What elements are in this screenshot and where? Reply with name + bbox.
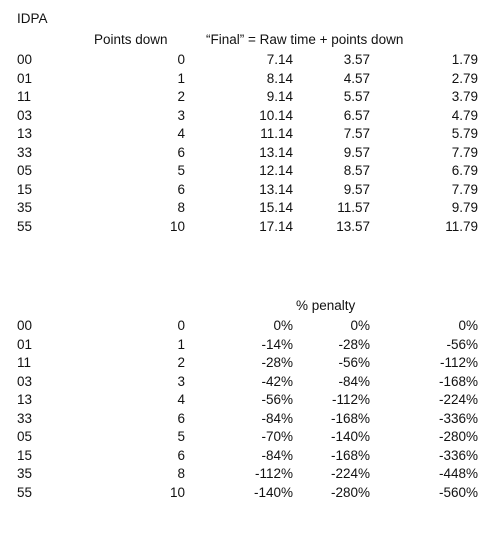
cell-value-b[interactable]: -168% bbox=[330, 447, 370, 463]
cell-value-a[interactable]: 7.14 bbox=[266, 52, 293, 67]
cell-value-a[interactable]: -84% bbox=[261, 447, 293, 463]
cell-value-b[interactable]: -168% bbox=[330, 410, 370, 426]
cell-code[interactable]: 03 bbox=[17, 107, 33, 123]
cell-value-a[interactable]: 12.14 bbox=[259, 163, 293, 178]
cell-value-c[interactable]: -280% bbox=[438, 429, 478, 444]
sheet-title[interactable]: IDPA bbox=[17, 11, 48, 26]
cell-value-c[interactable]: -336% bbox=[438, 410, 478, 426]
cell-points-down[interactable]: 0 bbox=[177, 318, 185, 333]
cell-value-b[interactable]: 4.57 bbox=[343, 70, 370, 86]
cell-code[interactable]: 33 bbox=[17, 410, 33, 426]
cell-value-a[interactable]: 10.14 bbox=[259, 107, 293, 123]
cell-points-down[interactable]: 2 bbox=[177, 355, 185, 370]
cell-code[interactable]: 33 bbox=[17, 144, 33, 160]
cell-code[interactable]: 00 bbox=[17, 318, 33, 333]
cell-code[interactable]: 35 bbox=[17, 200, 33, 215]
header-percent-penalty[interactable]: % penalty bbox=[296, 298, 356, 313]
cell-points-down[interactable]: 4 bbox=[177, 392, 185, 407]
cell-value-a[interactable]: -56% bbox=[261, 392, 293, 407]
cell-value-b[interactable]: 6.57 bbox=[343, 107, 370, 123]
cell-points-down[interactable]: 10 bbox=[169, 218, 185, 234]
cell-value-a[interactable]: -112% bbox=[254, 466, 293, 481]
cell-value-a[interactable]: 13.14 bbox=[259, 144, 293, 160]
cell-value-b[interactable]: -140% bbox=[330, 429, 370, 444]
cell-points-down[interactable]: 4 bbox=[177, 126, 185, 141]
cell-points-down[interactable]: 8 bbox=[177, 200, 185, 215]
cell-code[interactable]: 55 bbox=[17, 484, 33, 500]
cell-value-a[interactable]: -140% bbox=[253, 484, 293, 500]
cell-value-b[interactable]: 7.57 bbox=[343, 126, 370, 141]
cell-value-b[interactable]: -112% bbox=[331, 392, 370, 407]
cell-value-c[interactable]: 7.79 bbox=[451, 181, 478, 197]
cell-value-a[interactable]: 13.14 bbox=[259, 181, 293, 197]
cell-points-down[interactable]: 8 bbox=[177, 466, 185, 481]
cell-code[interactable]: 15 bbox=[17, 181, 33, 197]
cell-points-down[interactable]: 0 bbox=[177, 52, 185, 67]
cell-value-b[interactable]: 11.57 bbox=[337, 200, 370, 215]
cell-value-c[interactable]: -336% bbox=[438, 447, 478, 463]
cell-value-c[interactable]: 1.79 bbox=[451, 52, 478, 67]
cell-points-down[interactable]: 6 bbox=[177, 447, 185, 463]
cell-value-c[interactable]: 3.79 bbox=[451, 89, 478, 104]
cell-code[interactable]: 01 bbox=[17, 336, 33, 352]
cell-value-c[interactable]: -560% bbox=[438, 484, 478, 500]
cell-value-b[interactable]: -224% bbox=[330, 466, 370, 481]
cell-value-a[interactable]: -84% bbox=[261, 410, 293, 426]
cell-points-down[interactable]: 6 bbox=[177, 410, 185, 426]
cell-value-b[interactable]: -56% bbox=[338, 355, 370, 370]
cell-points-down[interactable]: 2 bbox=[177, 89, 185, 104]
cell-value-c[interactable]: -224% bbox=[438, 392, 478, 407]
cell-value-c[interactable]: 4.79 bbox=[451, 107, 478, 123]
cell-points-down[interactable]: 10 bbox=[169, 484, 185, 500]
cell-value-a[interactable]: -70% bbox=[261, 429, 293, 444]
cell-code[interactable]: 00 bbox=[17, 52, 33, 67]
cell-value-c[interactable]: 9.79 bbox=[451, 200, 478, 215]
cell-points-down[interactable]: 6 bbox=[177, 181, 185, 197]
cell-code[interactable]: 11 bbox=[17, 355, 32, 370]
header-points-down[interactable]: Points down bbox=[94, 32, 168, 47]
cell-value-b[interactable]: -28% bbox=[338, 336, 370, 352]
cell-code[interactable]: 55 bbox=[17, 218, 33, 234]
cell-value-c[interactable]: -448% bbox=[438, 466, 478, 481]
cell-points-down[interactable]: 5 bbox=[177, 429, 185, 444]
cell-value-a[interactable]: -14% bbox=[261, 336, 293, 352]
cell-value-c[interactable]: -168% bbox=[438, 373, 478, 389]
cell-value-a[interactable]: 0% bbox=[273, 318, 293, 333]
cell-value-a[interactable]: 11.14 bbox=[260, 126, 293, 141]
cell-value-b[interactable]: -84% bbox=[338, 373, 370, 389]
cell-value-c[interactable]: -56% bbox=[446, 336, 478, 352]
cell-value-c[interactable]: 5.79 bbox=[451, 126, 478, 141]
cell-points-down[interactable]: 6 bbox=[177, 144, 185, 160]
cell-value-a[interactable]: -28% bbox=[261, 355, 293, 370]
cell-code[interactable]: 03 bbox=[17, 373, 33, 389]
cell-value-c[interactable]: -112% bbox=[439, 355, 478, 370]
cell-value-b[interactable]: 9.57 bbox=[343, 144, 370, 160]
cell-value-b[interactable]: 5.57 bbox=[343, 89, 370, 104]
cell-value-c[interactable]: 0% bbox=[458, 318, 478, 333]
cell-points-down[interactable]: 1 bbox=[177, 70, 185, 86]
cell-code[interactable]: 13 bbox=[17, 392, 33, 407]
cell-code[interactable]: 11 bbox=[17, 89, 32, 104]
cell-code[interactable]: 35 bbox=[17, 466, 33, 481]
cell-code[interactable]: 05 bbox=[17, 429, 33, 444]
cell-value-b[interactable]: -280% bbox=[330, 484, 370, 500]
cell-value-c[interactable]: 7.79 bbox=[451, 144, 478, 160]
cell-value-b[interactable]: 3.57 bbox=[343, 52, 370, 67]
cell-value-a[interactable]: 17.14 bbox=[259, 218, 293, 234]
cell-points-down[interactable]: 5 bbox=[177, 163, 185, 178]
cell-code[interactable]: 05 bbox=[17, 163, 33, 178]
cell-value-a[interactable]: 15.14 bbox=[259, 200, 293, 215]
header-final-formula[interactable]: “Final” = Raw time + points down bbox=[206, 32, 404, 47]
cell-value-b[interactable]: 8.57 bbox=[343, 163, 370, 178]
cell-points-down[interactable]: 3 bbox=[177, 107, 185, 123]
cell-points-down[interactable]: 1 bbox=[177, 336, 185, 352]
cell-value-b[interactable]: 0% bbox=[350, 318, 370, 333]
cell-code[interactable]: 15 bbox=[17, 447, 33, 463]
cell-value-c[interactable]: 2.79 bbox=[451, 70, 478, 86]
cell-value-c[interactable]: 6.79 bbox=[451, 163, 478, 178]
cell-value-c[interactable]: 11.79 bbox=[445, 218, 478, 234]
cell-value-a[interactable]: 8.14 bbox=[266, 70, 293, 86]
cell-value-a[interactable]: 9.14 bbox=[266, 89, 293, 104]
cell-code[interactable]: 13 bbox=[17, 126, 33, 141]
cell-points-down[interactable]: 3 bbox=[177, 373, 185, 389]
cell-value-b[interactable]: 13.57 bbox=[336, 218, 370, 234]
cell-value-b[interactable]: 9.57 bbox=[343, 181, 370, 197]
cell-code[interactable]: 01 bbox=[17, 70, 33, 86]
cell-value-a[interactable]: -42% bbox=[261, 373, 293, 389]
